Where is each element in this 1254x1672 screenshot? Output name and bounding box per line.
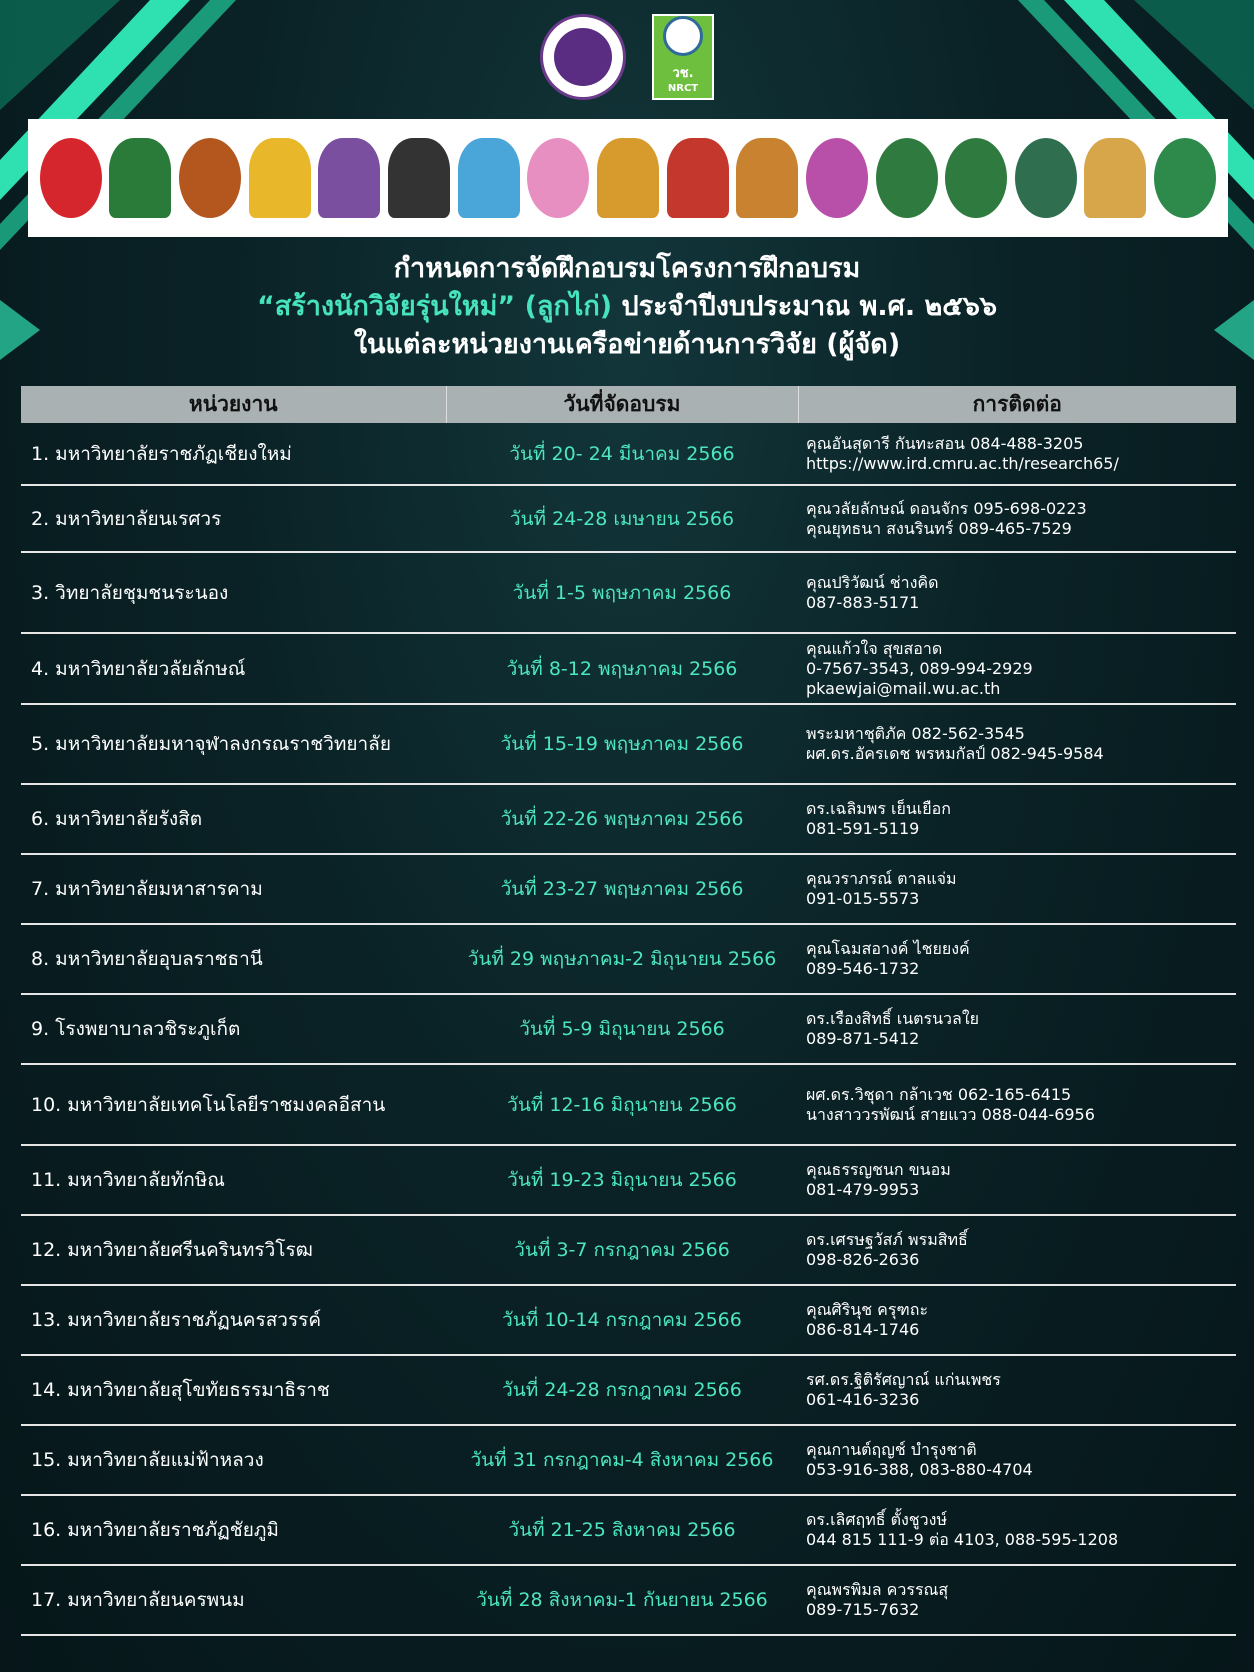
org-cell: 2. มหาวิทยาลัยนเรศวร [21,485,446,552]
title-line-1: กำหนดการจัดฝึกอบรมโครงการฝึกอบรม [393,253,861,284]
date-cell: วันที่ 10-14 กรกฎาคม 2566 [446,1285,798,1355]
table-row [21,1145,1236,1215]
table-header-row [21,386,1236,423]
contact-cell: ดร.เรืองสิทธิ์ เนตรนวลใย 089-871-5412 [798,994,1236,1064]
contact-cell: คุณศิรินุช ครุฑถะ 086-814-1746 [798,1285,1236,1355]
table-row [21,485,1236,552]
contact-cell: คุณแก้วใจ สุขสอาด 0-7567-3543, 089-994-2929 pkaewjai@mail.wu.ac.th [798,633,1236,704]
org-cell: 10. มหาวิทยาลัยเทคโนโลยีราชมงคลอีสาน [21,1064,446,1145]
org-cell: 8. มหาวิทยาลัยอุบลราชธานี [21,924,446,994]
org-cell: 7. มหาวิทยาลัยมหาสารคาม [21,854,446,924]
table-row [21,1425,1236,1495]
partner-logo [318,138,380,218]
partner-logo [597,138,659,218]
org-cell: 16. มหาวิทยาลัยราชภัฏชัยภูมิ [21,1495,446,1565]
partner-logo [736,138,798,218]
contact-cell: คุณกานต์ฤญช์ บำรุงชาติ 053-916-388, 083-880-4704 [798,1425,1236,1495]
partner-logo [249,138,311,218]
page-title [0,250,1254,364]
table-row [21,1215,1236,1285]
contact-cell: ดร.เศรษฐวัสภ์ พรมสิทธิ์ 098-826-2636 [798,1215,1236,1285]
partner-logo [1015,138,1077,218]
nrct-logo [652,14,714,100]
table-row [21,1355,1236,1425]
title-line-2 [0,288,1254,326]
org-cell: 17. มหาวิทยาลัยนครพนม [21,1565,446,1635]
partner-logo [458,138,520,218]
org-cell: 14. มหาวิทยาลัยสุโขทัยธรรมาธิราช [21,1355,446,1425]
table-row [21,552,1236,633]
contact-cell: คุณวราภรณ์ ตาลแจ่ม 091-015-5573 [798,854,1236,924]
table-row [21,784,1236,854]
ministry-seal-logo [540,14,626,100]
org-cell: 11. มหาวิทยาลัยทักษิณ [21,1145,446,1215]
date-cell: วันที่ 23-27 พฤษภาคม 2566 [446,854,798,924]
table-row [21,423,1236,485]
org-cell: 1. มหาวิทยาลัยราชภัฏเชียงใหม่ [21,423,446,485]
title-line-3: ในแต่ละหน่วยงานเครือข่ายด้านการวิจัย (ผู้จัด) [353,329,901,360]
date-cell: วันที่ 22-26 พฤษภาคม 2566 [446,784,798,854]
nrct-logo-label: วช. [672,66,694,81]
table-row [21,1565,1236,1635]
header-organization: หน่วยงาน [21,386,446,423]
contact-cell: คุณพรพิมล ควรรณสุ 089-715-7632 [798,1565,1236,1635]
partner-logo [1084,138,1146,218]
date-cell: วันที่ 5-9 มิถุนายน 2566 [446,994,798,1064]
contact-cell: คุณโฉมสอางค์ ไชยยงค์ 089-546-1732 [798,924,1236,994]
contact-cell: คุณธรรญชนก ขนอม 081-479-9953 [798,1145,1236,1215]
table-row [21,704,1236,784]
partner-logo [1154,138,1216,218]
org-cell: 9. โรงพยาบาลวชิระภูเก็ต [21,994,446,1064]
date-cell: วันที่ 15-19 พฤษภาคม 2566 [446,704,798,784]
org-cell: 3. วิทยาลัยชุมชนระนอง [21,552,446,633]
contact-cell: รศ.ดร.ฐิติรัศญาณ์ แก่นเพชร 061-416-3236 [798,1355,1236,1425]
org-cell: 13. มหาวิทยาลัยราชภัฏนครสวรรค์ [21,1285,446,1355]
header-contact: การติดต่อ [798,386,1236,423]
date-cell: วันที่ 29 พฤษภาคม-2 มิถุนายน 2566 [446,924,798,994]
partner-logo [667,138,729,218]
contact-cell: คุณวลัยลักษณ์ ดอนจักร 095-698-0223 คุณยุทธนา สงนรินทร์ 089-465-7529 [798,485,1236,552]
contact-cell: พระมหาชุติภัค 082-562-3545 ผศ.ดร.อัครเดช พรหมกัลป์ 082-945-9584 [798,704,1236,784]
partner-logo [388,138,450,218]
partner-logo [179,138,241,218]
table-row [21,854,1236,924]
partner-logo [527,138,589,218]
date-cell: วันที่ 1-5 พฤษภาคม 2566 [446,552,798,633]
table-row [21,1064,1236,1145]
org-cell: 6. มหาวิทยาลัยรังสิต [21,784,446,854]
org-cell: 4. มหาวิทยาลัยวลัยลักษณ์ [21,633,446,704]
table-row [21,994,1236,1064]
date-cell: วันที่ 20- 24 มีนาคม 2566 [446,423,798,485]
contact-cell: ดร.เฉลิมพร เย็นเยือก 081-591-5119 [798,784,1236,854]
date-cell: วันที่ 3-7 กรกฎาคม 2566 [446,1215,798,1285]
contact-cell: ผศ.ดร.วิชุดา กล้าเวช 062-165-6415 นางสาววรพัฒน์ สายแวว 088-044-6956 [798,1064,1236,1145]
table-row [21,633,1236,704]
partner-logo [806,138,868,218]
table-row [21,1495,1236,1565]
table-row [21,1285,1236,1355]
header-training-date: วันที่จัดอบรม [446,386,798,423]
partner-logo [40,138,102,218]
date-cell: วันที่ 24-28 เมษายน 2566 [446,485,798,552]
date-cell: วันที่ 21-25 สิงหาคม 2566 [446,1495,798,1565]
date-cell: วันที่ 8-12 พฤษภาคม 2566 [446,633,798,704]
table-row [21,924,1236,994]
org-cell: 15. มหาวิทยาลัยแม่ฟ้าหลวง [21,1425,446,1495]
nrct-logo-sub: NRCT [667,83,699,94]
date-cell: วันที่ 28 สิงหาคม-1 กันยายน 2566 [446,1565,798,1635]
partner-logo-strip [28,119,1228,237]
partner-logo [109,138,171,218]
top-logos [0,14,1254,100]
date-cell: วันที่ 12-16 มิถุนายน 2566 [446,1064,798,1145]
contact-cell: ดร.เลิศฤทธิ์ ตั้งชูวงษ์ 044 815 111-9 ต่อ 4103, 088-595-1208 [798,1495,1236,1565]
org-cell: 12. มหาวิทยาลัยศรีนครินทรวิโรฒ [21,1215,446,1285]
partner-logo [876,138,938,218]
title-project-name: “สร้างนักวิจัยรุ่นใหม่” (ลูกไก่) [257,291,613,322]
date-cell: วันที่ 24-28 กรกฎาคม 2566 [446,1355,798,1425]
partner-logo [945,138,1007,218]
date-cell: วันที่ 19-23 มิถุนายน 2566 [446,1145,798,1215]
title-fiscal-year: ประจำปีงบประมาณ พ.ศ. ๒๕๖๖ [621,291,997,322]
schedule-table [21,386,1236,1636]
org-cell: 5. มหาวิทยาลัยมหาจุฬาลงกรณราชวิทยาลัย [21,704,446,784]
date-cell: วันที่ 31 กรกฎาคม-4 สิงหาคม 2566 [446,1425,798,1495]
contact-cell: คุณปริวัฒน์ ช่างคิด 087-883-5171 [798,552,1236,633]
contact-cell: คุณอันสุดารี กันทะสอน 084-488-3205 https://www.ird.cmru.ac.th/research65/ [798,423,1236,485]
